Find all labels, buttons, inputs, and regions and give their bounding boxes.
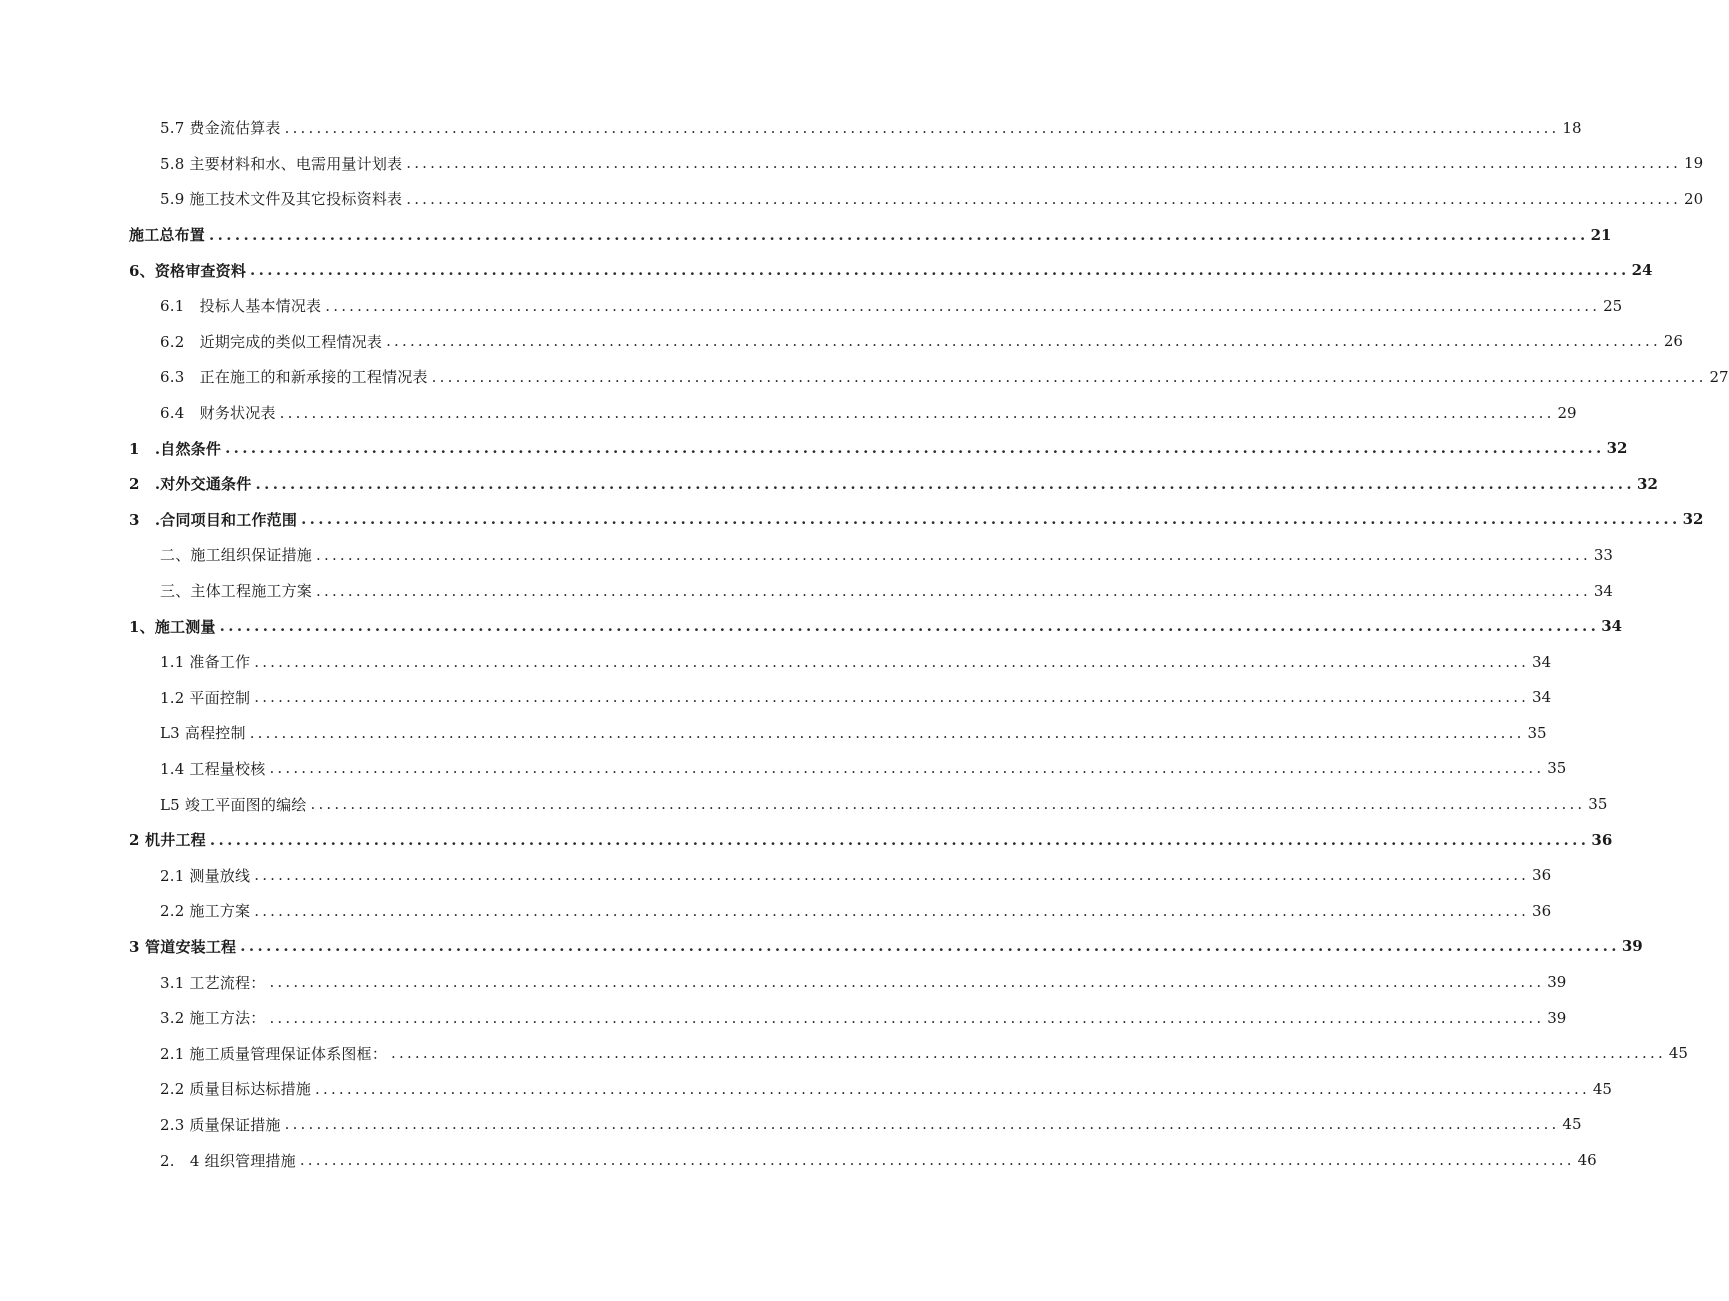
toc-entry[interactable] bbox=[0, 288, 1623, 324]
toc-entry[interactable] bbox=[0, 1142, 1597, 1178]
toc-page-number: 34 bbox=[1532, 688, 1552, 707]
toc-entry-label: 2.1 施工质量管理保证体系图框： bbox=[160, 1044, 388, 1063]
toc-leader-dots: ................................................................................................................................................................ bbox=[406, 189, 1682, 208]
toc-page-number: 45 bbox=[1668, 1044, 1688, 1063]
toc-page-number: 36 bbox=[1532, 901, 1552, 920]
toc-leader-dots: ................................................................................................................................................................ bbox=[249, 723, 1525, 742]
toc-entry[interactable] bbox=[0, 964, 1567, 1000]
toc-entry-label: L5 竣工平面图的编绘 bbox=[160, 795, 307, 814]
toc-entry-label: 2.1 测量放线 bbox=[160, 866, 251, 885]
toc-entry[interactable] bbox=[0, 252, 1653, 288]
toc-entry-label: 6.2 近期完成的类似工程情况表 bbox=[160, 332, 383, 351]
toc-entry-label: 3.2 施工方法： bbox=[160, 1009, 266, 1028]
toc-entry[interactable] bbox=[0, 608, 1623, 644]
toc-page-number: 18 bbox=[1562, 118, 1582, 137]
toc-entry[interactable] bbox=[0, 110, 1582, 146]
toc-page-number: 32 bbox=[1606, 439, 1628, 458]
toc-page-number: 27 bbox=[1709, 367, 1729, 386]
toc-entry[interactable] bbox=[0, 715, 1547, 751]
toc-page-number: 36 bbox=[1591, 830, 1613, 849]
toc-page-number: 24 bbox=[1631, 261, 1653, 280]
toc-entry-label: 2.3 质量保证措施 bbox=[160, 1115, 281, 1134]
toc-page-number: 32 bbox=[1637, 474, 1658, 493]
toc-entry-label: 2 .对外交通条件 bbox=[129, 475, 252, 494]
toc-entry-label: 1.4 工程量校核 bbox=[160, 759, 266, 778]
toc-leader-dots: ................................................................................................................................................................ bbox=[315, 1079, 1590, 1098]
toc-entry-label: 5.9 施工技术文件及其它投标资料表 bbox=[160, 190, 403, 209]
table-of-contents bbox=[0, 110, 1729, 1178]
toc-entry[interactable] bbox=[0, 573, 1613, 609]
toc-page-number: 45 bbox=[1562, 1115, 1582, 1134]
toc-leader-dots: ................................................................................................................................................................ bbox=[386, 332, 1661, 351]
toc-entry[interactable] bbox=[0, 680, 1552, 716]
toc-entry[interactable] bbox=[0, 929, 1643, 965]
toc-entry[interactable] bbox=[0, 395, 1577, 431]
toc-page-number: 34 bbox=[1601, 617, 1623, 636]
toc-page-number: 36 bbox=[1532, 866, 1552, 885]
toc-leader-dots: ................................................................................................................................................................ bbox=[325, 296, 1601, 315]
toc-leader-dots: ................................................................................................................................................................ bbox=[431, 367, 1707, 386]
toc-entry[interactable] bbox=[0, 893, 1552, 929]
toc-page-number: 46 bbox=[1577, 1151, 1597, 1170]
toc-entry-label: 三、主体工程施工方案 bbox=[160, 582, 313, 601]
toc-leader-dots: ................................................................................................................................................................ bbox=[284, 1115, 1560, 1134]
toc-entry-label: 2. 4 组织管理措施 bbox=[160, 1151, 296, 1170]
toc-entry-label: 2.2 施工方案 bbox=[160, 902, 251, 921]
toc-page-number: 32 bbox=[1682, 510, 1704, 529]
toc-entry[interactable] bbox=[0, 430, 1628, 466]
toc-page-number: 35 bbox=[1527, 723, 1547, 742]
toc-page-number: 34 bbox=[1593, 581, 1613, 600]
toc-leader-dots: ................................................................................................................................................................ bbox=[225, 439, 1605, 458]
toc-page-number: 39 bbox=[1547, 1008, 1567, 1027]
toc-page-number: 19 bbox=[1684, 154, 1704, 173]
toc-entry[interactable] bbox=[0, 786, 1608, 822]
toc-leader-dots: ................................................................................................................................................................ bbox=[391, 1044, 1666, 1063]
toc-page-number: 35 bbox=[1547, 759, 1567, 778]
toc-entry-label: 3.1 工艺流程： bbox=[160, 973, 266, 992]
toc-leader-dots: ................................................................................................................................................................ bbox=[209, 830, 1590, 849]
toc-page-number: 25 bbox=[1603, 296, 1623, 315]
toc-leader-dots: ................................................................................................................................................................ bbox=[209, 225, 1589, 244]
toc-page-number: 45 bbox=[1592, 1079, 1612, 1098]
toc-page-number: 20 bbox=[1684, 189, 1704, 208]
toc-leader-dots: ................................................................................................................................................................ bbox=[284, 118, 1560, 137]
toc-entry[interactable] bbox=[0, 217, 1612, 253]
toc-page-number: 35 bbox=[1588, 795, 1608, 814]
toc-leader-dots: ................................................................................................................................................................ bbox=[269, 973, 1545, 992]
toc-page-number: 33 bbox=[1593, 545, 1613, 564]
toc-entry-label: 6、资格审查资料 bbox=[129, 261, 247, 280]
toc-leader-dots: ................................................................................................................................................................ bbox=[254, 688, 1530, 707]
toc-page-number: 29 bbox=[1557, 403, 1577, 422]
toc-entry[interactable] bbox=[0, 181, 1704, 217]
toc-entry[interactable] bbox=[0, 146, 1704, 182]
toc-leader-dots: ................................................................................................................................................................ bbox=[301, 510, 1681, 529]
toc-leader-dots: ................................................................................................................................................................ bbox=[316, 581, 1591, 600]
toc-entry[interactable] bbox=[0, 502, 1704, 538]
toc-entry[interactable] bbox=[0, 1000, 1567, 1036]
toc-entry-label: 1.2 平面控制 bbox=[160, 688, 251, 707]
toc-leader-dots: ................................................................................................................................................................ bbox=[269, 1008, 1545, 1027]
toc-entry-label: 二、施工组织保证措施 bbox=[160, 546, 313, 565]
toc-entry[interactable] bbox=[0, 537, 1613, 573]
toc-page-number: 21 bbox=[1590, 225, 1612, 244]
toc-leader-dots: ................................................................................................................................................................ bbox=[254, 866, 1530, 885]
toc-leader-dots: ................................................................................................................................................................ bbox=[219, 617, 1600, 636]
toc-leader-dots: ................................................................................................................................................................ bbox=[279, 403, 1555, 422]
toc-page-number: 39 bbox=[1547, 973, 1567, 992]
toc-entry-label: 6.4 财务状况表 bbox=[160, 404, 276, 423]
toc-entry-label: 施工总布置 bbox=[129, 226, 206, 245]
toc-leader-dots: ................................................................................................................................................................ bbox=[254, 901, 1530, 920]
toc-page-number: 39 bbox=[1621, 937, 1643, 956]
toc-leader-dots: ................................................................................................................................................................ bbox=[240, 937, 1620, 956]
toc-entry[interactable] bbox=[0, 822, 1613, 858]
toc-entry-label: L3 高程控制 bbox=[160, 724, 246, 743]
toc-entry[interactable] bbox=[0, 857, 1552, 893]
toc-entry-label: 5.8 主要材料和水、电需用量计划表 bbox=[160, 154, 403, 173]
toc-leader-dots: ................................................................................................................................................................ bbox=[255, 474, 1636, 493]
toc-entry-label: 6.3 正在施工的和新承接的工程情况表 bbox=[160, 368, 428, 387]
toc-leader-dots: ................................................................................................................................................................ bbox=[316, 545, 1591, 564]
toc-entry[interactable] bbox=[0, 644, 1552, 680]
toc-entry-label: 1.1 准备工作 bbox=[160, 653, 251, 672]
toc-entry[interactable] bbox=[0, 1035, 1688, 1071]
toc-entry[interactable] bbox=[0, 1071, 1612, 1107]
toc-leader-dots: ................................................................................................................................................................ bbox=[269, 759, 1545, 778]
toc-leader-dots: ................................................................................................................................................................ bbox=[406, 154, 1682, 173]
toc-entry[interactable] bbox=[0, 324, 1683, 360]
toc-leader-dots: ................................................................................................................................................................ bbox=[254, 652, 1530, 671]
toc-entry[interactable] bbox=[0, 359, 1729, 395]
toc-entry-label: 2.2 质量目标达标措施 bbox=[160, 1080, 312, 1099]
toc-entry[interactable] bbox=[0, 466, 1658, 502]
toc-entry[interactable] bbox=[0, 1107, 1582, 1143]
toc-entry-label: 6.1 投标人基本情况表 bbox=[160, 297, 322, 316]
toc-page-number: 26 bbox=[1663, 332, 1683, 351]
toc-entry-label: 1 .自然条件 bbox=[129, 439, 222, 458]
toc-leader-dots: ................................................................................................................................................................ bbox=[310, 795, 1586, 814]
toc-entry-label: 3 管道安装工程 bbox=[129, 937, 237, 956]
toc-entry[interactable] bbox=[0, 751, 1567, 787]
toc-entry-label: 5.7 费金流估算表 bbox=[160, 119, 281, 138]
toc-entry-label: 2 机井工程 bbox=[129, 831, 206, 850]
toc-entry-label: 3 .合同项目和工作范围 bbox=[129, 510, 298, 529]
toc-entry-label: 1、施工测量 bbox=[129, 617, 216, 636]
toc-leader-dots: ................................................................................................................................................................ bbox=[250, 261, 1630, 280]
toc-page-number: 34 bbox=[1532, 652, 1552, 671]
toc-leader-dots: ................................................................................................................................................................ bbox=[299, 1151, 1575, 1170]
